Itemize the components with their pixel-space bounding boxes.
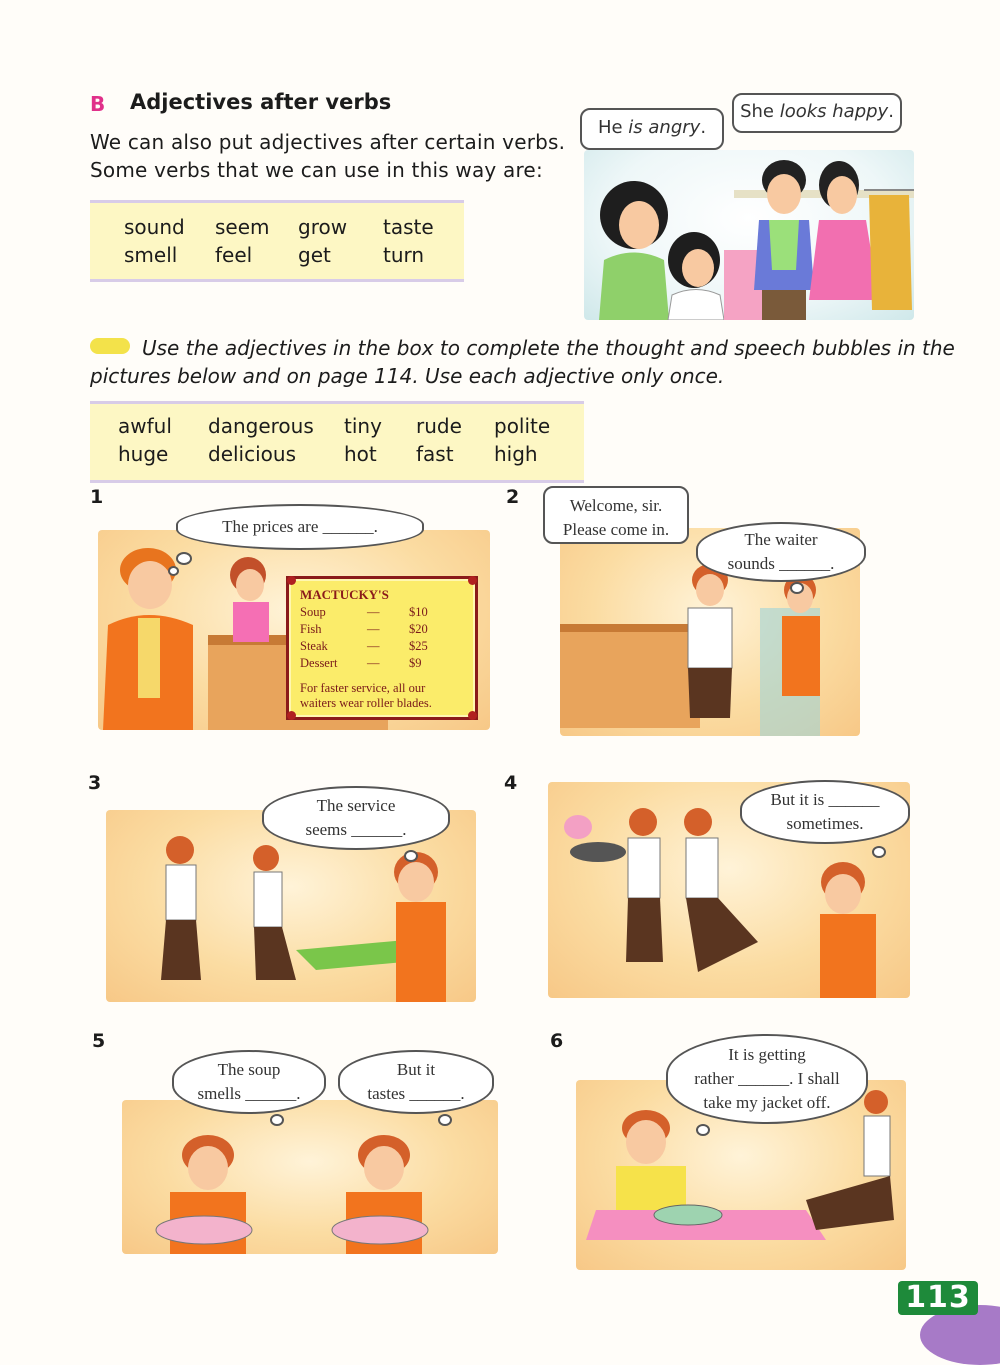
verb-word: smell [124,243,178,267]
verb-word: get [298,243,331,267]
menu-item-name: Fish [300,622,322,636]
thought-dot [270,1114,284,1126]
verb-word: grow [298,215,348,239]
adjective-word: fast [416,442,454,466]
panel-number: 2 [506,486,520,508]
speech-bubble-angry [580,108,724,150]
thought-bubble [262,786,450,850]
intro-line-1: We can also put adjectives after certain verbs. [90,130,566,154]
thought-text: sometimes. [786,814,864,833]
intro-line-2: Some verbs that we can use in this way are: [90,158,543,182]
verb-word: seem [215,215,270,239]
thought-dot [696,1124,710,1136]
thought-text: It is getting [728,1045,806,1064]
adjectives-box [90,401,584,483]
pin-icon [287,576,296,585]
adjective-word: high [494,442,538,466]
adjective-word: dangerous [208,414,314,438]
thought-text: smells ______. [197,1084,301,1103]
menu-item-price: $20 [409,622,428,636]
adjective-word: awful [118,414,172,438]
thought-text: The service [316,796,396,815]
thought-dot [168,566,179,576]
thought-bubble [740,780,910,844]
thought-text: But it is ______ [770,790,880,809]
thought-dot [438,1114,452,1126]
verbs-box [90,200,464,282]
thought-dot [404,850,418,862]
menu-footer-line: For faster service, all our [300,681,426,695]
thought-text: seems ______. [305,820,407,839]
exercise-key-icon [90,338,130,354]
thought-dot [176,552,192,565]
menu-title: MACTUCKY'S [300,587,389,602]
example-illustration [584,150,914,320]
thought-dot [872,846,886,858]
thought-bubble [666,1034,868,1124]
panel-number: 1 [90,486,104,508]
section-letter: B [90,92,106,116]
pin-icon [468,576,477,585]
adjective-word: rude [416,414,462,438]
panel-number: 6 [550,1030,564,1052]
bubble-text: She [740,101,780,122]
adjective-word: tiny [344,414,382,438]
thought-text: But it [396,1060,436,1079]
thought-text: The soup [217,1060,281,1079]
thought-text: sounds ______. [727,554,835,573]
thought-text: take my jacket off. [703,1093,831,1112]
bubble-emphasis: looks happy [779,101,889,122]
verb-word: feel [215,243,253,267]
menu-item-name: Steak [300,639,328,653]
thought-text: tastes ______. [367,1084,465,1103]
menu-board [286,576,478,720]
verb-word: taste [383,215,434,239]
menu-item-name: Dessert [300,656,338,670]
verb-word: turn [383,243,425,267]
panel-number: 3 [88,772,102,794]
instruction-line-1: Use the adjectives in the box to complete the thought and speech bubbles in the [142,336,955,360]
section-title: Adjectives after verbs [130,90,392,114]
menu-footer-line: waiters wear roller blades. [300,696,432,710]
bubble-text: . [700,117,707,138]
thought-text: rather ______. I shall [694,1069,840,1088]
verb-word: sound [124,215,185,239]
thought-bubble [696,522,866,582]
panel-number: 5 [92,1030,106,1052]
adjective-word: huge [118,442,169,466]
speech-bubble-happy [732,93,902,133]
menu-item-price: $9 [409,656,422,670]
menu-item-dash: — [367,656,380,670]
thought-dot [790,582,804,594]
thought-text: The prices are ______. [222,517,378,536]
menu-item-price: $10 [409,605,428,619]
menu-item-price: $25 [409,639,428,653]
thought-bubble [172,1050,326,1114]
menu-item-dash: — [367,639,380,653]
panel-number: 4 [504,772,518,794]
pin-icon [468,711,477,720]
thought-bubble [176,504,424,550]
bubble-text: He [597,117,629,138]
page-number: 113 [898,1281,978,1315]
adjective-word: delicious [208,442,296,466]
speech-text: Please come in. [562,520,670,539]
speech-text: Welcome, sir. [569,496,663,515]
instruction-line-2: pictures below and on page 114. Use each adjective only once. [90,364,725,388]
thought-bubble [338,1050,494,1114]
menu-item-dash: — [367,622,380,636]
speech-bubble [543,486,689,544]
menu-item-dash: — [367,605,380,619]
adjective-word: polite [494,414,551,438]
pin-icon [287,711,296,720]
shoppers-illustration [584,150,914,320]
menu-item-name: Soup [300,605,326,619]
thought-text: The waiter [744,530,818,549]
bubble-emphasis: is angry [628,117,701,138]
adjective-word: hot [344,442,377,466]
bubble-text: . [888,101,894,122]
menu-footer [300,681,432,711]
